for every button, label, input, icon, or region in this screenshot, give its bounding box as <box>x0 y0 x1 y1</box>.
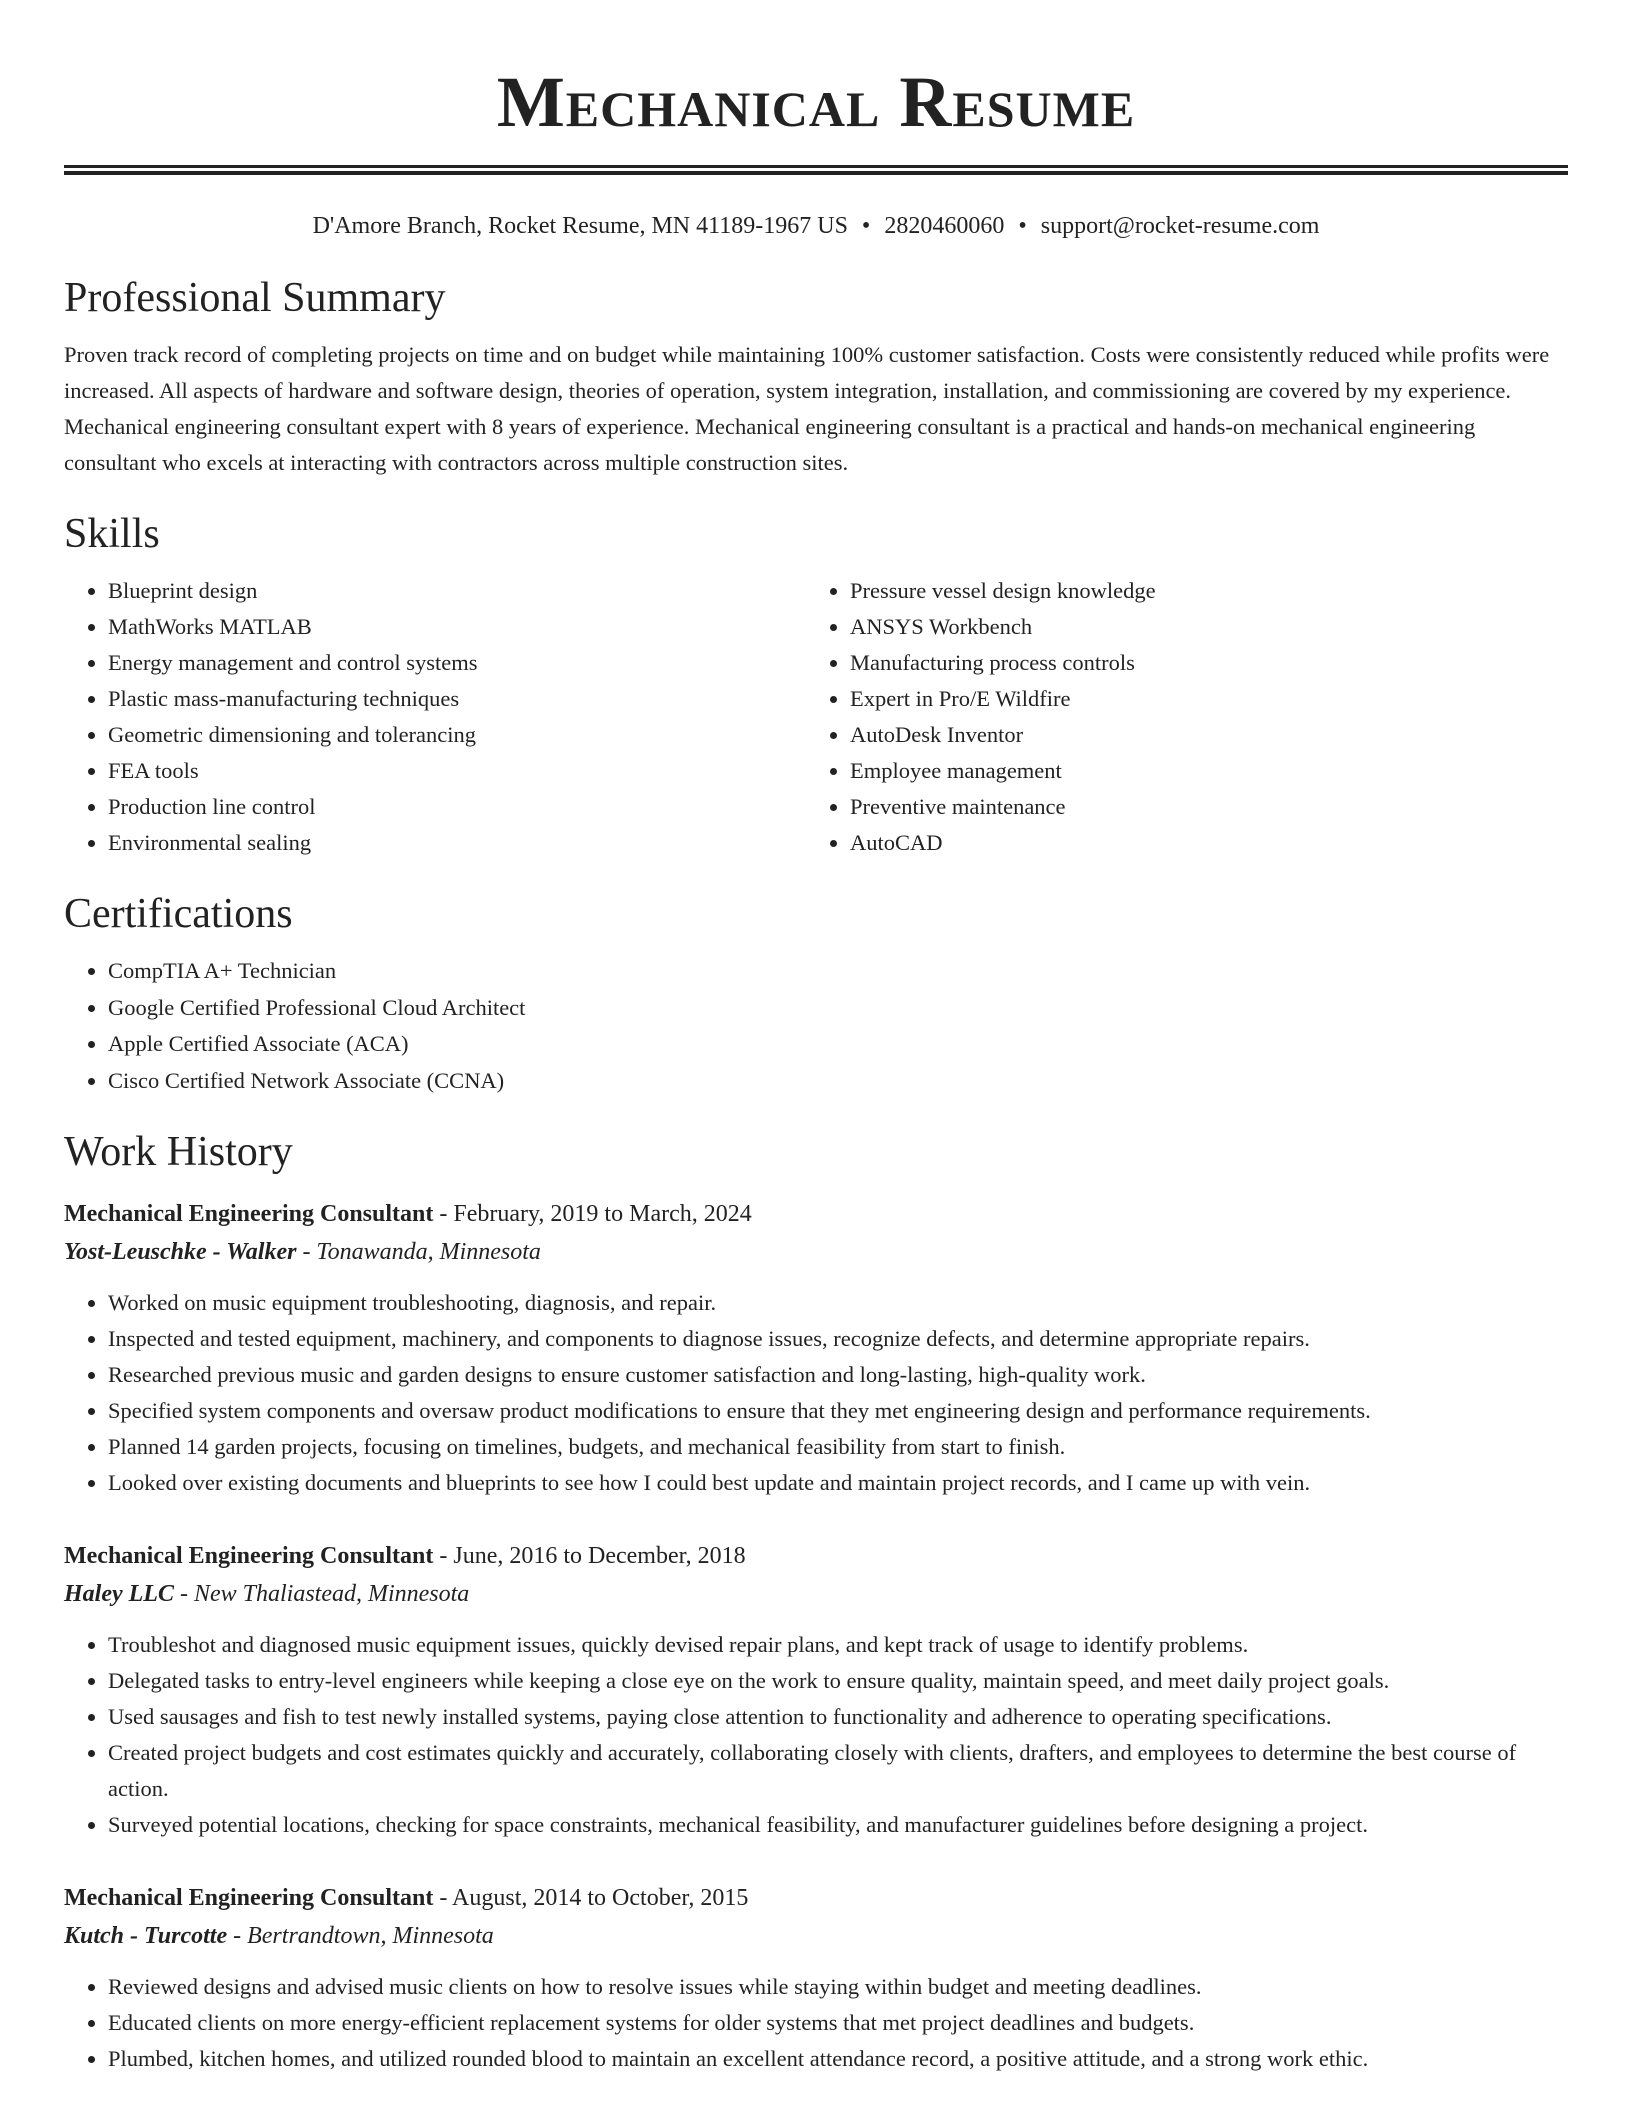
skills-column-right <box>806 573 1548 861</box>
contact-separator: • <box>861 213 871 239</box>
contact-phone: 2820460060 <box>884 213 1005 239</box>
job-bullet: • Specified system components and oversaw product modifications to ensure that they met engineering design and performance requirements. <box>108 1393 1568 1429</box>
job-dates: - August, 2014 to October, 2015 <box>433 1885 749 1911</box>
job-company-line <box>64 1917 1568 1955</box>
job-title: Mechanical Engineering Consultant <box>64 1201 434 1227</box>
resume-page <box>64 0 1568 2077</box>
job-bullet: • Looked over existing documents and blueprints to see how I could best update and maintain project records, and I came up with vein. <box>108 1465 1568 1501</box>
job-bullet: • Planned 14 garden projects, focusing on timelines, budgets, and mechanical feasibility from start to finish. <box>108 1429 1568 1465</box>
skill-item: • MathWorks MATLAB <box>108 609 806 645</box>
skill-item: • Environmental sealing <box>108 825 806 861</box>
job-bullets <box>64 1627 1568 1843</box>
certifications-heading: Certifications <box>64 891 293 937</box>
job-bullet: • Created project budgets and cost estimates quickly and accurately, collaborating closely with clients, drafters, and employees to determine the best course of action. <box>108 1735 1568 1807</box>
contact-line <box>64 211 1568 241</box>
certifications-list <box>64 953 1568 1099</box>
skill-item: • Blueprint design <box>108 573 806 609</box>
job-bullets <box>64 1285 1568 1501</box>
summary-text: Proven track record of completing projects on time and on budget while maintaining 100% customer satisfaction. Costs were consistently reduced while profits were increased. All aspects of hardware and software design, theories of operation, system integration, installation, and commissioning are covered by my experience. Mechanical engineering consultant expert with 8 years of experience. Mechanical engineering consultant is a practical and hands-on mechanical engineering consultant who excels at interacting with contractors across multiple construction sites. <box>64 342 1550 475</box>
job-company: Kutch - Turcotte <box>64 1923 228 1949</box>
job-bullet: • Troubleshot and diagnosed music equipment issues, quickly devised repair plans, and kept track of usage to identify problems. <box>108 1627 1568 1663</box>
skill-item: • ANSYS Workbench <box>850 609 1548 645</box>
job-bullet: • Reviewed designs and advised music clients on how to resolve issues while staying within budget and meeting deadlines. <box>108 1969 1568 2005</box>
skill-item: • Employee management <box>850 753 1548 789</box>
job-bullets <box>64 1969 1568 2077</box>
contact-address: D'Amore Branch, Rocket Resume, MN 41189-1967 US <box>312 213 848 239</box>
skills-list-right <box>806 573 1548 861</box>
skill-item: • Pressure vessel design knowledge <box>850 573 1548 609</box>
skill-item: • Production line control <box>108 789 806 825</box>
job-bullet: • Inspected and tested equipment, machinery, and components to diagnose issues, recognize defects, and determine appropriate repairs. <box>108 1321 1568 1357</box>
skills-heading: Skills <box>64 511 160 557</box>
skills-list-left <box>64 573 806 861</box>
job-bullet: • Used sausages and fish to test newly installed systems, paying close attention to functionality and adherence to operating specifications. <box>108 1699 1568 1735</box>
contact-email: support@rocket-resume.com <box>1040 213 1320 239</box>
job-company: Haley LLC <box>64 1581 174 1607</box>
skill-item: • FEA tools <box>108 753 806 789</box>
job-company: Yost-Leuschke - Walker <box>64 1239 297 1265</box>
job-dates: - June, 2016 to December, 2018 <box>433 1543 746 1569</box>
skill-item: • Plastic mass-manufacturing techniques <box>108 681 806 717</box>
job-title: Mechanical Engineering Consultant <box>64 1885 434 1911</box>
skills-column-left <box>64 573 806 861</box>
summary-heading: Professional Summary <box>64 275 446 321</box>
skill-item: • Energy management and control systems <box>108 645 806 681</box>
job-location: - New Thaliastead, Minnesota <box>173 1581 470 1607</box>
title-double-rule <box>64 165 1568 175</box>
job-entry <box>64 1537 1568 1843</box>
skill-item: • AutoDesk Inventor <box>850 717 1548 753</box>
job-company-line <box>64 1233 1568 1271</box>
job-title-line <box>64 1537 1568 1575</box>
job-title-line <box>64 1195 1568 1233</box>
job-location: - Bertrandtown, Minnesota <box>227 1923 494 1949</box>
job-bullet: • Researched previous music and garden designs to ensure customer satisfaction and long-lasting, high-quality work. <box>108 1357 1568 1393</box>
job-title-line <box>64 1879 1568 1917</box>
certification-item: • Apple Certified Associate (ACA) <box>108 1026 1568 1063</box>
job-bullet: • Educated clients on more energy-efficient replacement systems for older systems that met project deadlines and budgets. <box>108 2005 1568 2041</box>
skill-item: • Preventive maintenance <box>850 789 1548 825</box>
job-dates: - February, 2019 to March, 2024 <box>433 1201 752 1227</box>
job-bullet: • Plumbed, kitchen homes, and utilized rounded blood to maintain an excellent attendance record, a positive attitude, and a strong work ethic. <box>108 2041 1568 2077</box>
skills-columns <box>64 573 1568 861</box>
skill-item: • Geometric dimensioning and tolerancing <box>108 717 806 753</box>
skill-item: • Manufacturing process controls <box>850 645 1548 681</box>
job-bullet: • Worked on music equipment troubleshooting, diagnosis, and repair. <box>108 1285 1568 1321</box>
certification-item: • Cisco Certified Network Associate (CCNA) <box>108 1063 1568 1100</box>
job-location: - Tonawanda, Minnesota <box>296 1239 541 1265</box>
job-title: Mechanical Engineering Consultant <box>64 1543 434 1569</box>
job-company-line <box>64 1575 1568 1613</box>
certification-item: • Google Certified Professional Cloud Architect <box>108 990 1568 1027</box>
contact-separator: • <box>1018 213 1027 239</box>
job-bullet: • Delegated tasks to entry-level engineers while keeping a close eye on the work to ensure quality, maintain speed, and meet daily project goals. <box>108 1663 1568 1699</box>
job-bullet: • Surveyed potential locations, checking for space constraints, mechanical feasibility, and manufacturer guidelines before designing a project. <box>108 1807 1568 1843</box>
job-entry <box>64 1879 1568 2077</box>
work-history-heading: Work History <box>64 1129 293 1175</box>
resume-title: Mechanical Resume <box>496 62 1136 142</box>
job-entry <box>64 1195 1568 1501</box>
skill-item: • Expert in Pro/E Wildfire <box>850 681 1548 717</box>
certification-item: • CompTIA A+ Technician <box>108 953 1568 990</box>
skill-item: • AutoCAD <box>850 825 1548 861</box>
